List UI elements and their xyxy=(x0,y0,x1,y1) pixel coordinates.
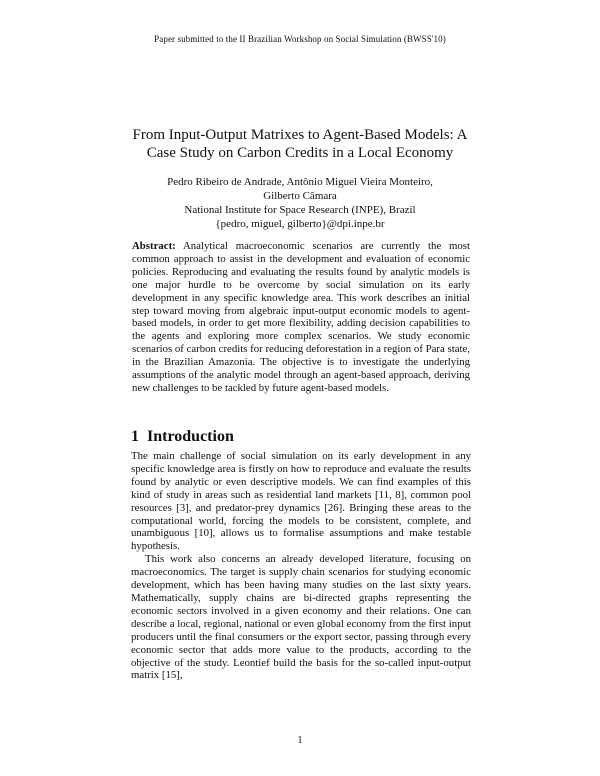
abstract-text: Analytical macroeconomic scenarios are currently the most common approach to assist in the development and evaluation of economic policies. Reproducing and evaluating the results found by analytic models is one major hurdle to be overcome by social simulation on its early development in any specific knowledge area. This work describes an initial step toward moving from algebraic input-output economic models to agent-based models, in order to get more flexibility, adding decision capabilities to the agents and exploring more complex scenarios. We study economic scenarios of carbon credits for reducing deforestation in a region of Para state, in the Brazilian Amazonia. The objective is to investigate the underlying assumptions of the analytic model through an agent-based approach, deriving new challenges to be tackled by future agent-based models. xyxy=(132,240,471,394)
section-number: 1 xyxy=(131,428,139,445)
paper-title xyxy=(100,126,500,162)
body-paragraph-2: This work also concerns an already developed literature, focusing on macroeconomics. The target is supply chain scenarios for studying economic development, which has been having many studies on the last sixty years. Mathematically, supply chains are bi-directed graphs representing the economic sectors involved in a given economy and their relations. One can describe a local, regional, national or even global economy from the first input producers until the final consumers or the export sector, passing through every economic sector that adds more value to the products, according to the objective of the study. Leontief build the basis for the so-called input-output matrix [15], xyxy=(131,553,471,682)
body-paragraph-1: The main challenge of social simulation on its early development in any specific knowledge area is firstly on how to reproduce and evaluate the results found by analytic or even descriptive models. We can find examples of this kind of study in areas such as residential land markets [11, 8], common pool resources [3], and predator-prey dynamics [26]. Bringing these areas to the computational world, forcing the models to be consistent, complete, and unambiguous [10], allows us to formalise assumptions and make testable hypothesis. xyxy=(131,450,471,553)
section-heading-introduction xyxy=(131,428,234,446)
authors-line-2: Gilberto Câmara xyxy=(263,190,337,202)
title-line-1: From Input-Output Matrixes to Agent-Based Models: A xyxy=(132,127,468,143)
author-block xyxy=(120,175,480,231)
abstract xyxy=(132,240,470,395)
abstract-label: Abstract: xyxy=(132,240,176,252)
author-emails: {pedro, miguel, gilberto}@dpi.inpe.br xyxy=(215,218,385,230)
title-line-2: Case Study on Carbon Credits in a Local Economy xyxy=(146,145,454,161)
authors-line-1: Pedro Ribeiro de Andrade, Antônio Miguel Vieira Monteiro, xyxy=(167,176,433,188)
section-title: Introduction xyxy=(147,428,234,445)
introduction-body xyxy=(131,450,471,682)
affiliation: National Institute for Space Research (INPE), Brazil xyxy=(184,204,416,216)
page-number: 1 xyxy=(297,735,303,746)
running-head: Paper submitted to the II Brazilian Workshop on Social Simulation (BWSS'10) xyxy=(154,34,446,44)
